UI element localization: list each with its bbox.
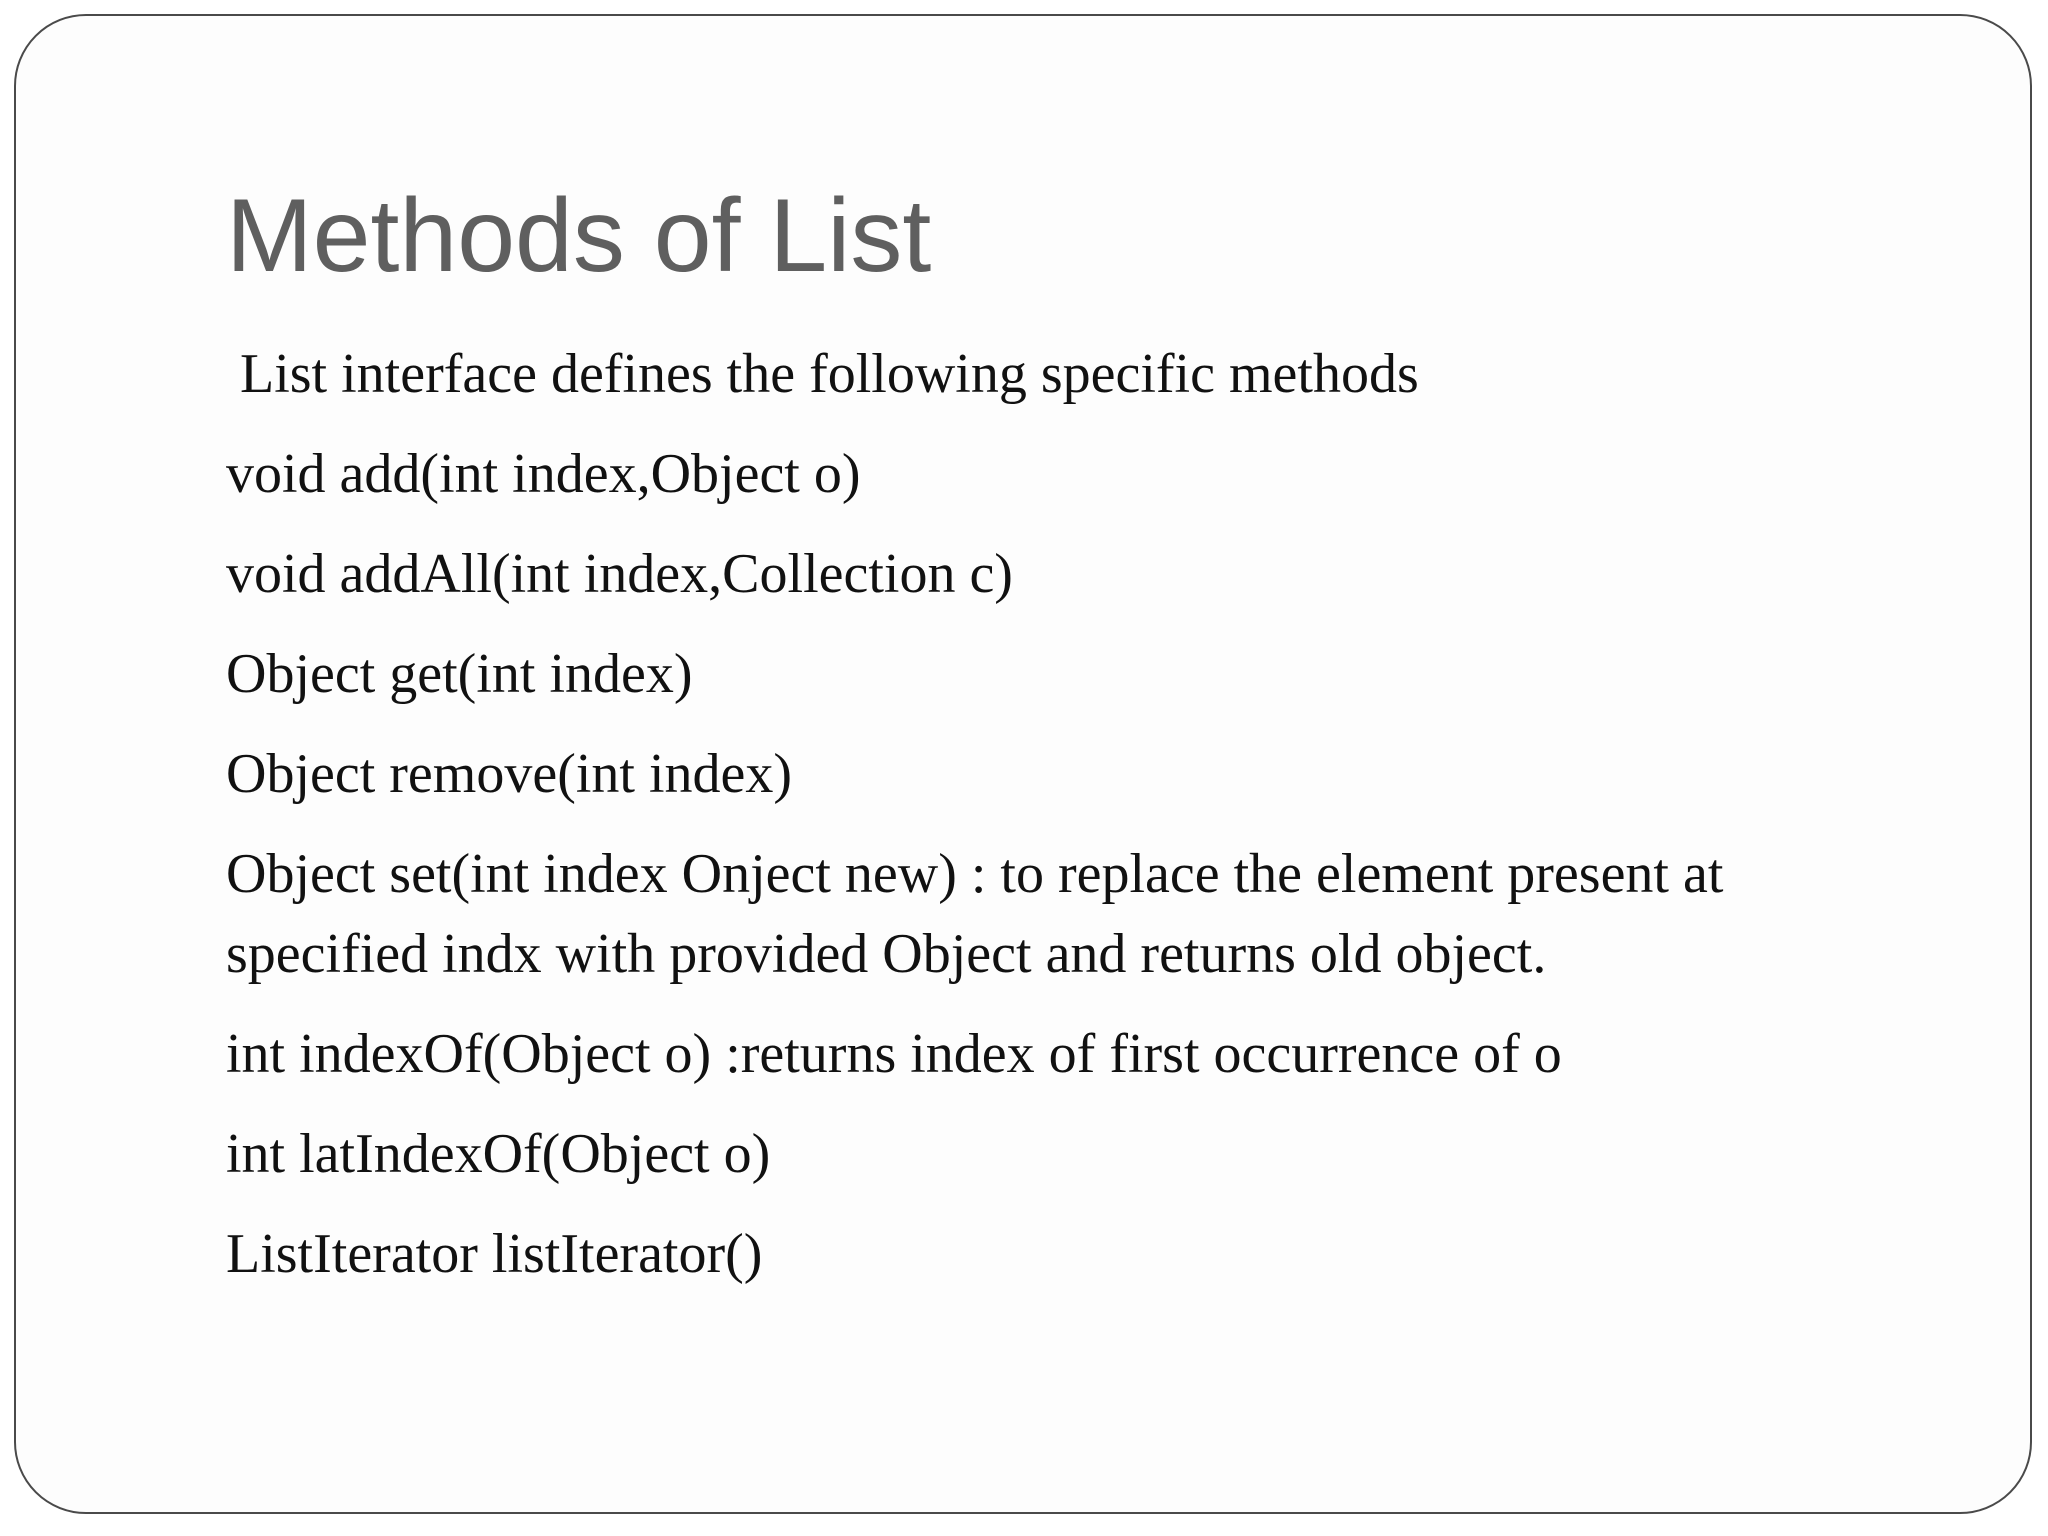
method-add-all: void addAll(int index,Collection c) [226,543,1013,605]
method-remove: Object remove(int index) [226,743,793,805]
method-last-index-of: int latIndexOf(Object o) [226,1123,771,1185]
slide-title: Methods of List [226,178,932,294]
intro-text: List interface defines the following specific methods [240,343,1419,405]
method-get: Object get(int index) [226,643,693,705]
method-index-of: int indexOf(Object o) :returns index of first occurrence of o [226,1023,1562,1085]
method-set: Object set(int index Onject new) : to replace the element present at specified indx with provided Object and returns old object. [226,843,1724,985]
method-list-iterator: ListIterator listIterator() [226,1223,763,1285]
method-add: void add(int index,Object o) [226,443,861,505]
slide-body [226,334,1906,1314]
